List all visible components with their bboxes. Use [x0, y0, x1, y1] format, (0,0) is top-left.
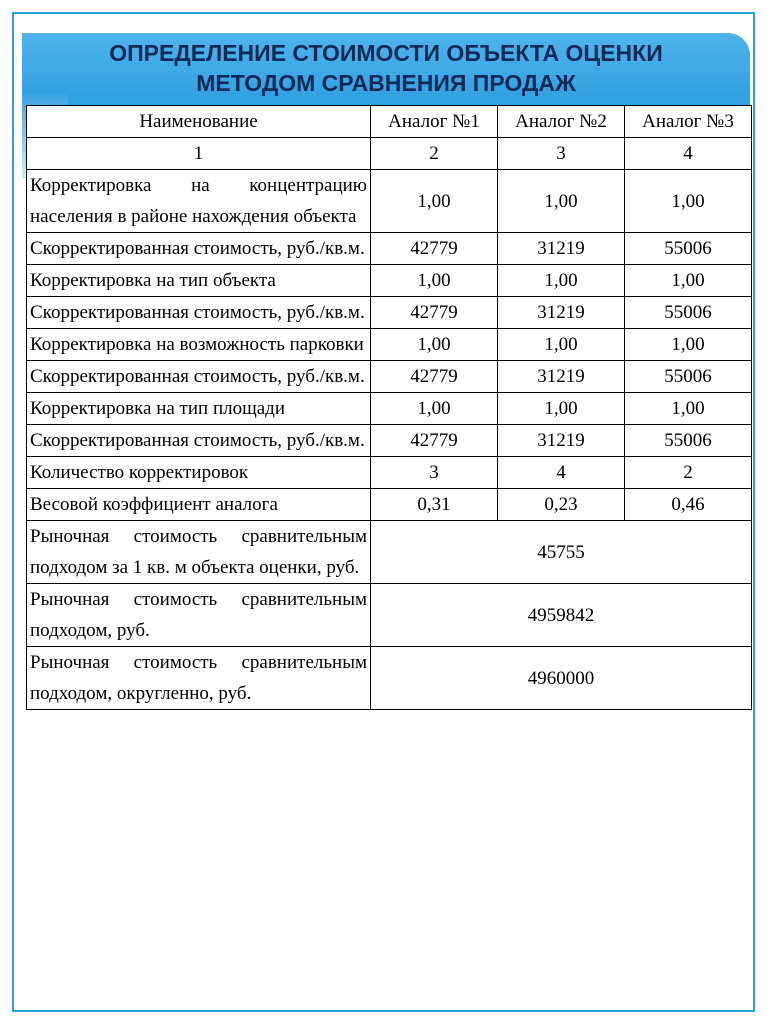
table-header-row: [27, 106, 752, 138]
total-row: [27, 647, 752, 710]
analog-2-value: 0,23: [498, 489, 625, 521]
analog-2-value: 1,00: [498, 329, 625, 361]
analog-3-value: 1,00: [625, 265, 752, 297]
analog-1-value: 42779: [371, 425, 498, 457]
row-name: Скорректированная стоимость, руб./кв.м.: [27, 425, 371, 457]
analog-2-value: 31219: [498, 233, 625, 265]
valuation-table: [26, 105, 752, 710]
analog-2-value: 31219: [498, 361, 625, 393]
analog-3-value: 55006: [625, 297, 752, 329]
row-name: Скорректированная стоимость, руб./кв.м.: [27, 297, 371, 329]
total-name: Рыночная стоимость сравнительным подходом за 1 кв. м объекта оценки, руб.: [27, 521, 371, 584]
analog-2-value: 1,00: [498, 265, 625, 297]
analog-1-value: 0,31: [371, 489, 498, 521]
table-row: [27, 425, 752, 457]
analog-3-value: 1,00: [625, 329, 752, 361]
row-name: Количество корректировок: [27, 457, 371, 489]
total-value: 4959842: [371, 584, 752, 647]
table-row: [27, 489, 752, 521]
header-cell-analog-2: Аналог №2: [498, 106, 625, 138]
numbering-cell: 3: [498, 138, 625, 170]
row-name: Корректировка на возможность парковки: [27, 329, 371, 361]
table-row: [27, 265, 752, 297]
row-name: Корректировка на тип площади: [27, 393, 371, 425]
total-name: Рыночная стоимость сравнительным подходом, руб.: [27, 584, 371, 647]
analog-3-value: 1,00: [625, 393, 752, 425]
slide-title: [22, 38, 750, 98]
analog-3-value: 55006: [625, 425, 752, 457]
row-name: Корректировка на тип объекта: [27, 265, 371, 297]
table-row: [27, 329, 752, 361]
analog-2-value: 4: [498, 457, 625, 489]
table-row: [27, 297, 752, 329]
total-name: Рыночная стоимость сравнительным подходом, округленно, руб.: [27, 647, 371, 710]
analog-3-value: 0,46: [625, 489, 752, 521]
table-row: [27, 393, 752, 425]
table-row: [27, 170, 752, 233]
analog-2-value: 31219: [498, 297, 625, 329]
analog-1-value: 1,00: [371, 170, 498, 233]
title-line-2: МЕТОДОМ СРАВНЕНИЯ ПРОДАЖ: [196, 70, 576, 96]
analog-3-value: 55006: [625, 233, 752, 265]
analog-1-value: 42779: [371, 233, 498, 265]
numbering-cell: 2: [371, 138, 498, 170]
analog-1-value: 42779: [371, 361, 498, 393]
numbering-cell: 1: [27, 138, 371, 170]
header-cell-analog-3: Аналог №3: [625, 106, 752, 138]
title-line-1: ОПРЕДЕЛЕНИЕ СТОИМОСТИ ОБЪЕКТА ОЦЕНКИ: [109, 40, 663, 66]
total-row: [27, 584, 752, 647]
total-row: [27, 521, 752, 584]
analog-1-value: 1,00: [371, 265, 498, 297]
row-name: Скорректированная стоимость, руб./кв.м.: [27, 361, 371, 393]
analog-1-value: 3: [371, 457, 498, 489]
total-value: 45755: [371, 521, 752, 584]
analog-1-value: 1,00: [371, 393, 498, 425]
analog-3-value: 1,00: [625, 170, 752, 233]
analog-2-value: 1,00: [498, 393, 625, 425]
table-row: [27, 233, 752, 265]
analog-1-value: 1,00: [371, 329, 498, 361]
table-row: [27, 361, 752, 393]
numbering-cell: 4: [625, 138, 752, 170]
header-cell-analog-1: Аналог №1: [371, 106, 498, 138]
header-cell-name: Наименование: [27, 106, 371, 138]
numbering-row: [27, 138, 752, 170]
row-name: Весовой коэффициент аналога: [27, 489, 371, 521]
row-name: Корректировка на концентрацию населения в районе нахождения объекта: [27, 170, 371, 233]
row-name: Скорректированная стоимость, руб./кв.м.: [27, 233, 371, 265]
analog-3-value: 2: [625, 457, 752, 489]
analog-2-value: 31219: [498, 425, 625, 457]
total-value: 4960000: [371, 647, 752, 710]
table-row: [27, 457, 752, 489]
analog-3-value: 55006: [625, 361, 752, 393]
analog-1-value: 42779: [371, 297, 498, 329]
analog-2-value: 1,00: [498, 170, 625, 233]
